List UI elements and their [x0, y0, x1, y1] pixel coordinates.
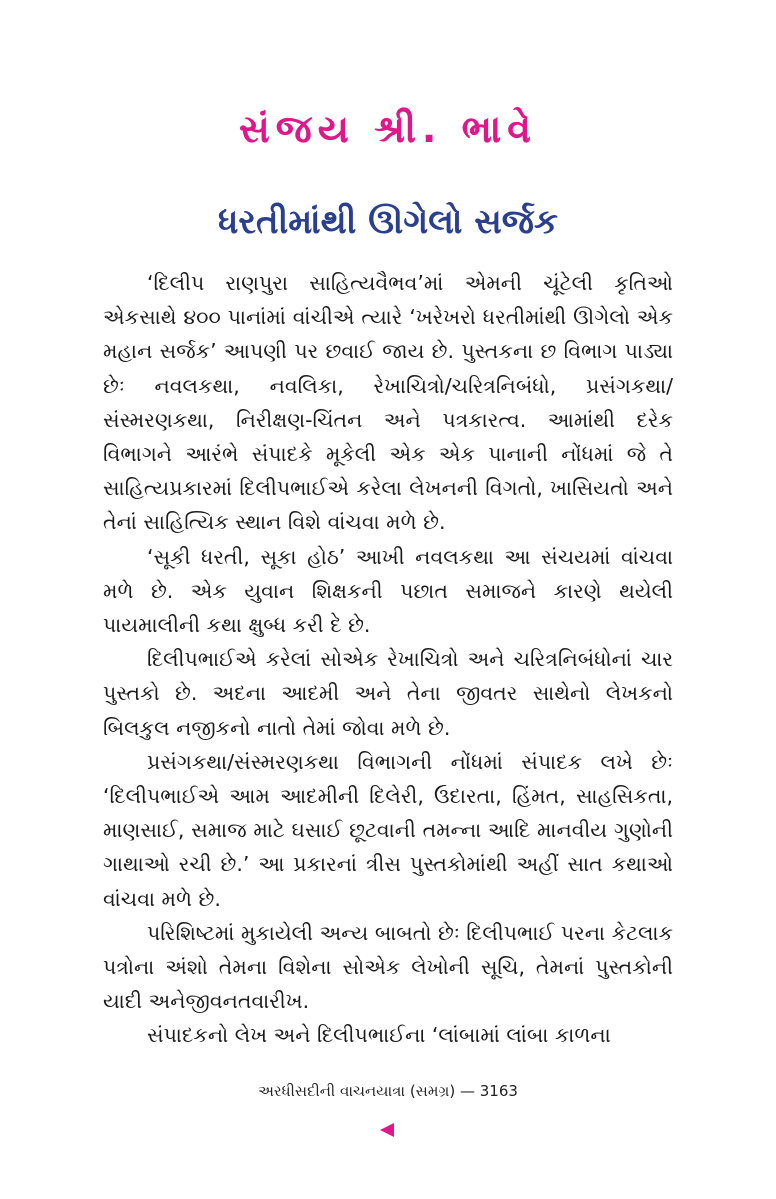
- paragraph: પ્રસંગકથા/સંસ્મરણકથા વિભાગની નોંધમાં સંપાદક લખે છેઃ ‘દિલીપભાઈએ આમ આદમીની દિલેરી, ઉદારતા, હિંમત, સાહસિકતા, માણસાઈ, સમાજ માટે ઘસાઈ છૂટવાની તમન્ના આદિ માનવીય ગુણોની ગાથાઓ રચી છે.’ આ પ્રકારનાં ત્રીસ પુસ્તકોમાંથી અહીં સાત કથાઓ વાંચવા મળે છે.: [103, 749, 673, 911]
- paragraph: ‘સૂકી ધરતી, સૂકા હોઠ’ આખી નવલકથા આ સંચયમાં વાંચવા મળે છે. એક યુવાન શિક્ષકની પછાત સમાજને કારણે થયેલી પાયમાલીની કથા ક્ષુબ્ધ કરી દે છે.: [103, 544, 673, 638]
- page-footer: અરધીસદીની વાચનયાત્રા (સમગ્ર) — 3163: [258, 1082, 518, 1100]
- paragraph: ‘દિલીપ રાણપુરા સાહિત્યવૈભવ’માં એમની ચૂંટેલી કૃતિઓ એકસાથે ૪૦૦ પાનાંમાં વાંચીએ ત્યારે ‘ખરેખરો ધરતીમાંથી ઊગેલો એક મહાન સર્જક’ આપણી પર છવાઈ જાય છે. પુસ્તકના છ વિભાગ પાડ્યા છેઃ નવલકથા, નવલિકા, રેખાચિત્રો/ચરિત્રનિબંધો, પ્રસંગકથા/સંસ્મરણકથા, નિરીક્ષણ-ચિંતન અને પત્રકારત્વ. આમાંથી દરેક વિભાગને આરંભે સંપાદકે મૂકેલી એક એક પાનાની નોંધમાં જે તે સાહિત્યપ્રકારમાં દિલીપભાઈએ કરેલા લેખનની વિગતો, ખાસિયતો અને તેનાં સાહિત્યિક સ્થાન વિશે વાંચવા મળે છે.: [103, 271, 673, 535]
- paragraph: સંપાદકનો લેખ અને દિલીપભાઈના ‘લાંબામાં લાંબા કાળના: [147, 1023, 611, 1048]
- previous-page-arrow-icon[interactable]: [380, 1123, 394, 1137]
- author-name: સંજય શ્રી. ભાવે: [239, 107, 537, 151]
- article-title: ધરતીમાંથી ઊગેલો સર્જક: [218, 202, 558, 242]
- paragraph: પરિશિષ્ટમાં મુકાયેલી અન્ય બાબતો છેઃ દિલીપભાઈ પરના કેટલાક પત્રોના અંશો તેમના વિશેના સોએક લેખોની સૂચિ, તેમનાં પુસ્તકોની યાદી અનેજીવનતવારીખ.: [103, 920, 673, 1014]
- paragraph: દિલીપભાઈએ કરેલાં સોએક રેખાચિત્રો અને ચરિત્રનિબંધોનાં ચાર પુસ્તકો છે. અદના આદમી અને તેના જીવતર સાથેનો લેખકનો બિલકુલ નજીકનો નાતો તેમાં જોવા મળે છે.: [103, 647, 673, 740]
- article-body: [103, 266, 673, 1053]
